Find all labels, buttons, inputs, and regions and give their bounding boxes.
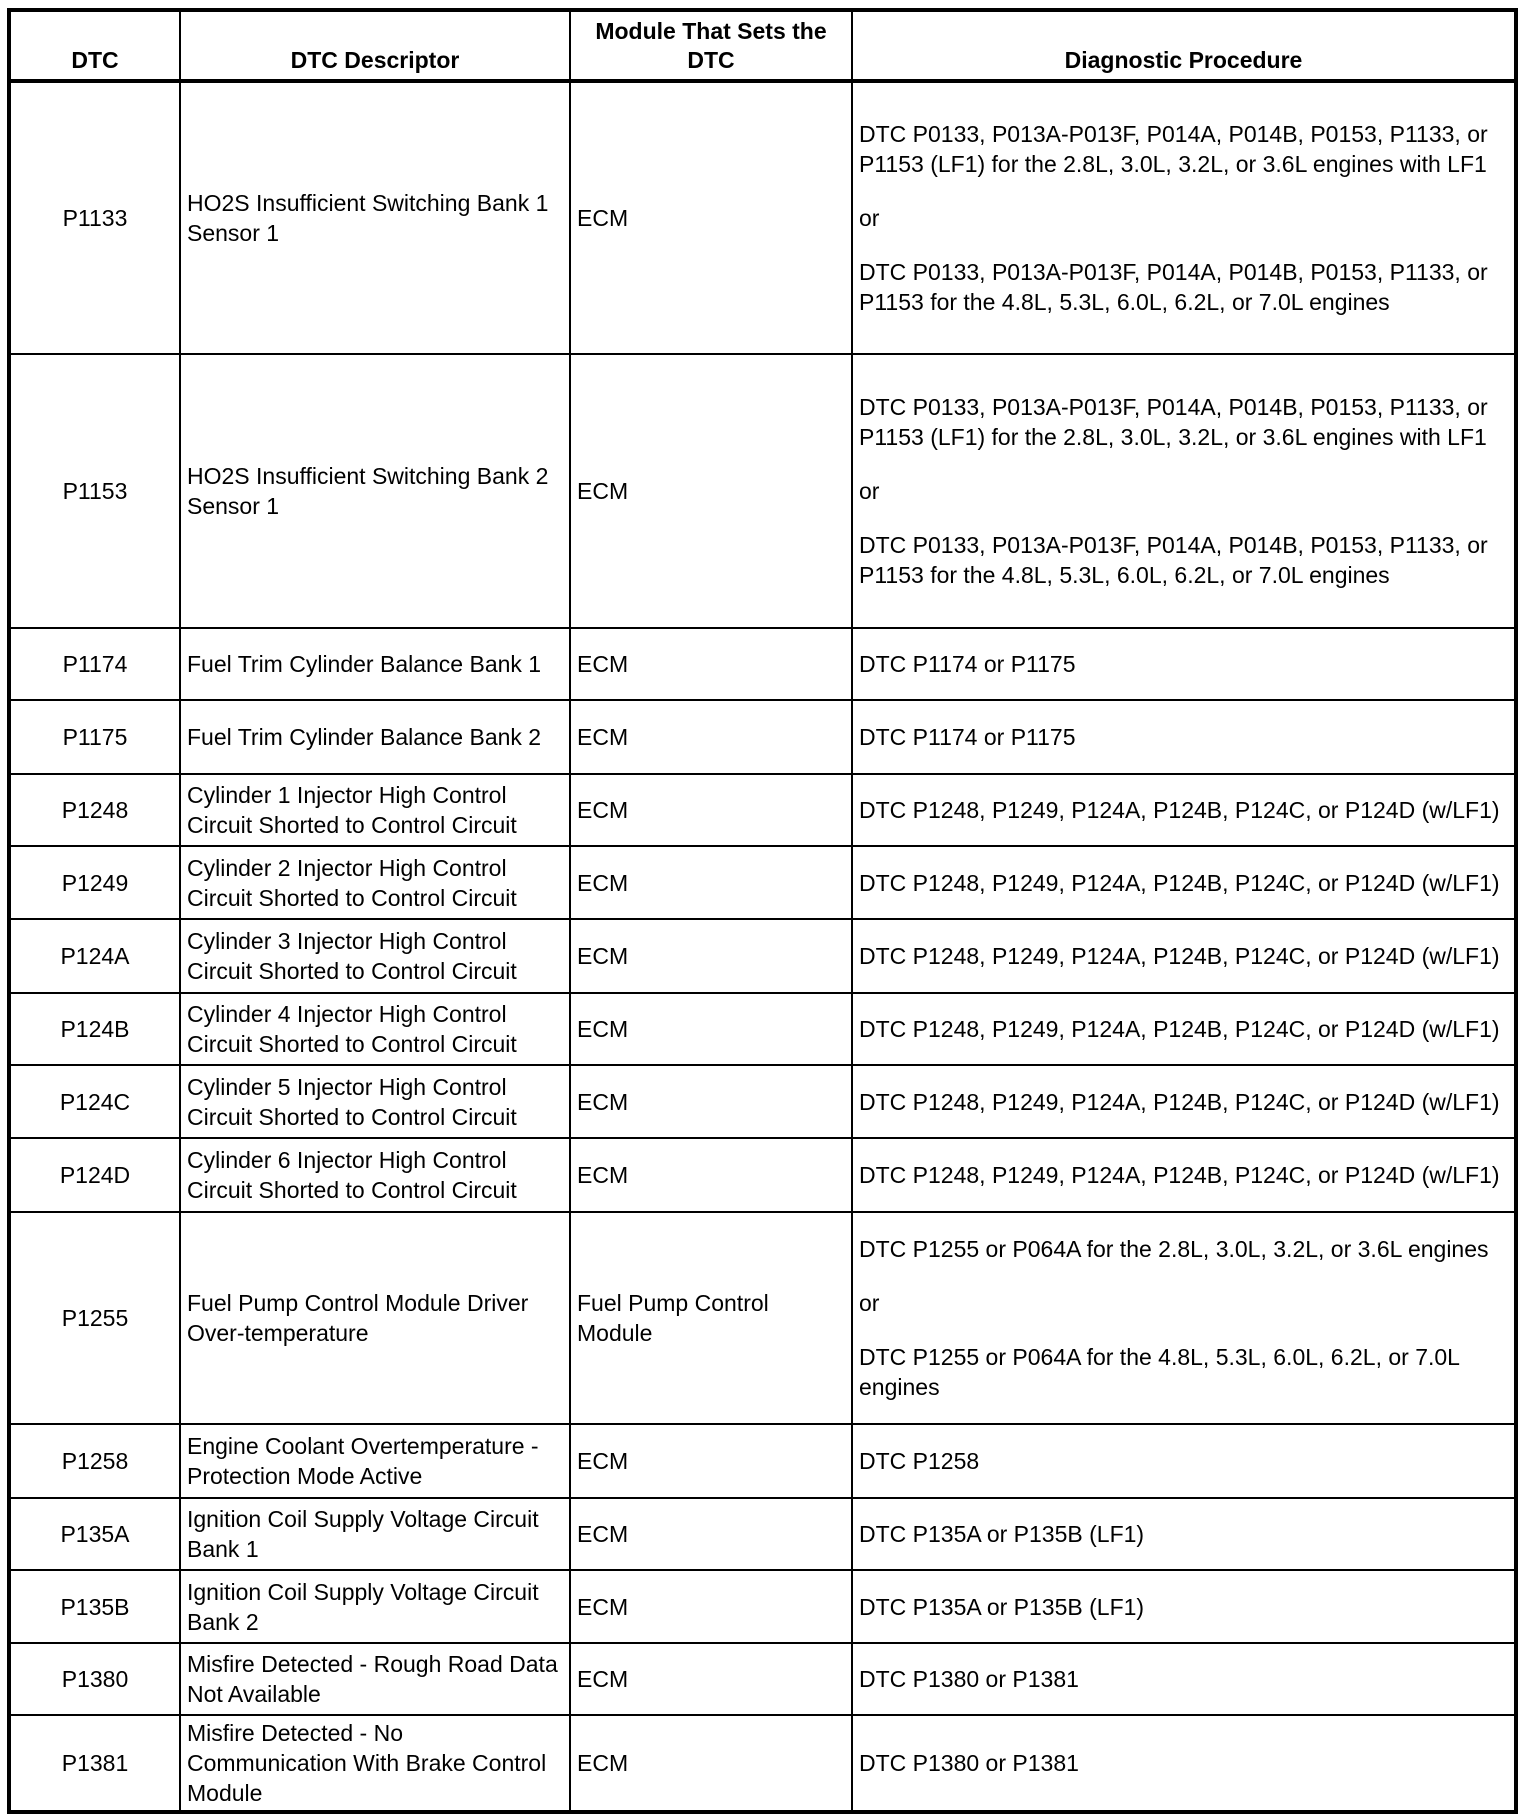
descriptor-cell: Fuel Trim Cylinder Balance Bank 1 bbox=[180, 628, 570, 700]
procedure-cell bbox=[852, 628, 1516, 700]
descriptor-cell: HO2S Insufficient Switching Bank 2 Sensor 1 bbox=[180, 354, 570, 628]
procedure-text: DTC P0133, P013A-P013F, P014A, P014B, P0153, P1133, or P1153 for the 4.8L, 5.3L, 6.0L, 6.2L, or 7.0L engines bbox=[859, 259, 1488, 315]
descriptor-cell: Misfire Detected - Rough Road Data Not Available bbox=[180, 1643, 570, 1715]
dtc-cell: P1153 bbox=[9, 354, 180, 628]
descriptor-cell: Engine Coolant Overtemperature - Protection Mode Active bbox=[180, 1424, 570, 1498]
procedure-text: DTC P1174 or P1175 bbox=[859, 651, 1076, 677]
descriptor-cell: Ignition Coil Supply Voltage Circuit Bank 1 bbox=[180, 1498, 570, 1570]
table-row bbox=[9, 919, 1516, 993]
procedure-cell bbox=[852, 1643, 1516, 1715]
module-cell: ECM bbox=[570, 628, 852, 700]
dtc-cell: P1133 bbox=[9, 81, 180, 354]
table-row bbox=[9, 700, 1516, 774]
procedure-text: or bbox=[859, 1290, 880, 1316]
procedure-text: DTC P1258 bbox=[859, 1448, 980, 1474]
module-cell: ECM bbox=[570, 354, 852, 628]
procedure-cell bbox=[852, 1715, 1516, 1812]
module-cell: ECM bbox=[570, 1065, 852, 1138]
procedure-text: DTC P1174 or P1175 bbox=[859, 724, 1076, 750]
module-cell: ECM bbox=[570, 81, 852, 354]
dtc-table bbox=[7, 8, 1518, 1814]
procedure-text: or bbox=[859, 478, 880, 504]
procedure-text: or bbox=[859, 205, 880, 231]
procedure-cell bbox=[852, 1065, 1516, 1138]
table-row bbox=[9, 846, 1516, 919]
procedure-text: DTC P0133, P013A-P013F, P014A, P014B, P0153, P1133, or P1153 (LF1) for the 2.8L, 3.0L, 3.2L, or 3.6L engines with LF1 bbox=[859, 394, 1488, 450]
module-cell: ECM bbox=[570, 1570, 852, 1643]
dtc-cell: P1248 bbox=[9, 774, 180, 846]
procedure-cell bbox=[852, 993, 1516, 1065]
table-row bbox=[9, 354, 1516, 628]
table-row bbox=[9, 1065, 1516, 1138]
procedure-text: DTC P135A or P135B (LF1) bbox=[859, 1521, 1145, 1547]
dtc-cell: P1249 bbox=[9, 846, 180, 919]
dtc-cell: P1255 bbox=[9, 1212, 180, 1424]
procedure-text: DTC P0133, P013A-P013F, P014A, P014B, P0153, P1133, or P1153 for the 4.8L, 5.3L, 6.0L, 6.2L, or 7.0L engines bbox=[859, 532, 1488, 588]
procedure-cell bbox=[852, 354, 1516, 628]
table-row bbox=[9, 1212, 1516, 1424]
dtc-cell: P124A bbox=[9, 919, 180, 993]
dtc-cell: P135A bbox=[9, 1498, 180, 1570]
descriptor-cell: Fuel Trim Cylinder Balance Bank 2 bbox=[180, 700, 570, 774]
descriptor-cell: Misfire Detected - No Communication With Brake Control Module bbox=[180, 1715, 570, 1812]
header-dtc: DTC bbox=[9, 10, 180, 81]
procedure-text: DTC P0133, P013A-P013F, P014A, P014B, P0153, P1133, or P1153 (LF1) for the 2.8L, 3.0L, 3.2L, or 3.6L engines with LF1 bbox=[859, 121, 1488, 177]
dtc-cell: P124C bbox=[9, 1065, 180, 1138]
procedure-text: DTC P1248, P1249, P124A, P124B, P124C, or P124D (w/LF1) bbox=[859, 869, 1500, 896]
descriptor-cell: Cylinder 4 Injector High Control Circuit Shorted to Control Circuit bbox=[180, 993, 570, 1065]
procedure-cell bbox=[852, 1212, 1516, 1424]
module-cell: ECM bbox=[570, 993, 852, 1065]
procedure-cell bbox=[852, 1498, 1516, 1570]
procedure-text: DTC P135A or P135B (LF1) bbox=[859, 1593, 1145, 1620]
table-row bbox=[9, 993, 1516, 1065]
module-cell: Fuel Pump Control Module bbox=[570, 1212, 852, 1424]
module-cell: ECM bbox=[570, 700, 852, 774]
procedure-cell bbox=[852, 846, 1516, 919]
module-cell: ECM bbox=[570, 1715, 852, 1812]
module-cell: ECM bbox=[570, 919, 852, 993]
header-module: Module That Sets the DTC bbox=[570, 10, 852, 81]
procedure-text: DTC P1248, P1249, P124A, P124B, P124C, or P124D (w/LF1) bbox=[859, 1162, 1500, 1188]
procedure-text: DTC P1248, P1249, P124A, P124B, P124C, or P124D (w/LF1) bbox=[859, 943, 1500, 969]
procedure-cell bbox=[852, 81, 1516, 354]
module-cell: ECM bbox=[570, 1498, 852, 1570]
procedure-cell bbox=[852, 1570, 1516, 1643]
descriptor-cell: Fuel Pump Control Module Driver Over-temperature bbox=[180, 1212, 570, 1424]
descriptor-cell: HO2S Insufficient Switching Bank 1 Sensor 1 bbox=[180, 81, 570, 354]
dtc-cell: P1258 bbox=[9, 1424, 180, 1498]
dtc-cell: P124B bbox=[9, 993, 180, 1065]
table-row bbox=[9, 81, 1516, 354]
procedure-cell bbox=[852, 700, 1516, 774]
descriptor-cell: Cylinder 1 Injector High Control Circuit Shorted to Control Circuit bbox=[180, 774, 570, 846]
dtc-cell: P1174 bbox=[9, 628, 180, 700]
dtc-cell: P1175 bbox=[9, 700, 180, 774]
module-cell: ECM bbox=[570, 1138, 852, 1212]
descriptor-cell: Cylinder 5 Injector High Control Circuit Shorted to Control Circuit bbox=[180, 1065, 570, 1138]
procedure-cell bbox=[852, 1138, 1516, 1212]
procedure-text: DTC P1380 or P1381 bbox=[859, 1666, 1079, 1692]
procedure-text: DTC P1255 or P064A for the 2.8L, 3.0L, 3.2L, or 3.6L engines bbox=[859, 1236, 1489, 1262]
table-row bbox=[9, 1570, 1516, 1643]
procedure-text: DTC P1248, P1249, P124A, P124B, P124C, or P124D (w/LF1) bbox=[859, 1016, 1500, 1042]
dtc-cell: P135B bbox=[9, 1570, 180, 1643]
dtc-cell: P124D bbox=[9, 1138, 180, 1212]
descriptor-cell: Cylinder 3 Injector High Control Circuit Shorted to Control Circuit bbox=[180, 919, 570, 993]
header-descriptor: DTC Descriptor bbox=[180, 10, 570, 81]
procedure-text: DTC P1255 or P064A for the 4.8L, 5.3L, 6.0L, 6.2L, or 7.0L engines bbox=[859, 1344, 1460, 1400]
descriptor-cell: Cylinder 6 Injector High Control Circuit Shorted to Control Circuit bbox=[180, 1138, 570, 1212]
descriptor-cell: Ignition Coil Supply Voltage Circuit Bank 2 bbox=[180, 1570, 570, 1643]
table-row bbox=[9, 1498, 1516, 1570]
descriptor-cell: Cylinder 2 Injector High Control Circuit Shorted to Control Circuit bbox=[180, 846, 570, 919]
procedure-cell bbox=[852, 1424, 1516, 1498]
procedure-text: DTC P1380 or P1381 bbox=[859, 1750, 1079, 1776]
procedure-text: DTC P1248, P1249, P124A, P124B, P124C, or P124D (w/LF1) bbox=[859, 1088, 1500, 1115]
dtc-cell: P1380 bbox=[9, 1643, 180, 1715]
module-cell: ECM bbox=[570, 1424, 852, 1498]
table-row bbox=[9, 1715, 1516, 1812]
procedure-cell bbox=[852, 919, 1516, 993]
procedure-cell bbox=[852, 774, 1516, 846]
table-row bbox=[9, 1138, 1516, 1212]
header-row bbox=[9, 10, 1516, 81]
dtc-cell: P1381 bbox=[9, 1715, 180, 1812]
procedure-text: DTC P1248, P1249, P124A, P124B, P124C, or P124D (w/LF1) bbox=[859, 797, 1500, 823]
table-row bbox=[9, 1424, 1516, 1498]
table-row bbox=[9, 1643, 1516, 1715]
module-cell: ECM bbox=[570, 846, 852, 919]
table-row bbox=[9, 774, 1516, 846]
header-procedure: Diagnostic Procedure bbox=[852, 10, 1516, 81]
table-row bbox=[9, 628, 1516, 700]
module-cell: ECM bbox=[570, 774, 852, 846]
module-cell: ECM bbox=[570, 1643, 852, 1715]
